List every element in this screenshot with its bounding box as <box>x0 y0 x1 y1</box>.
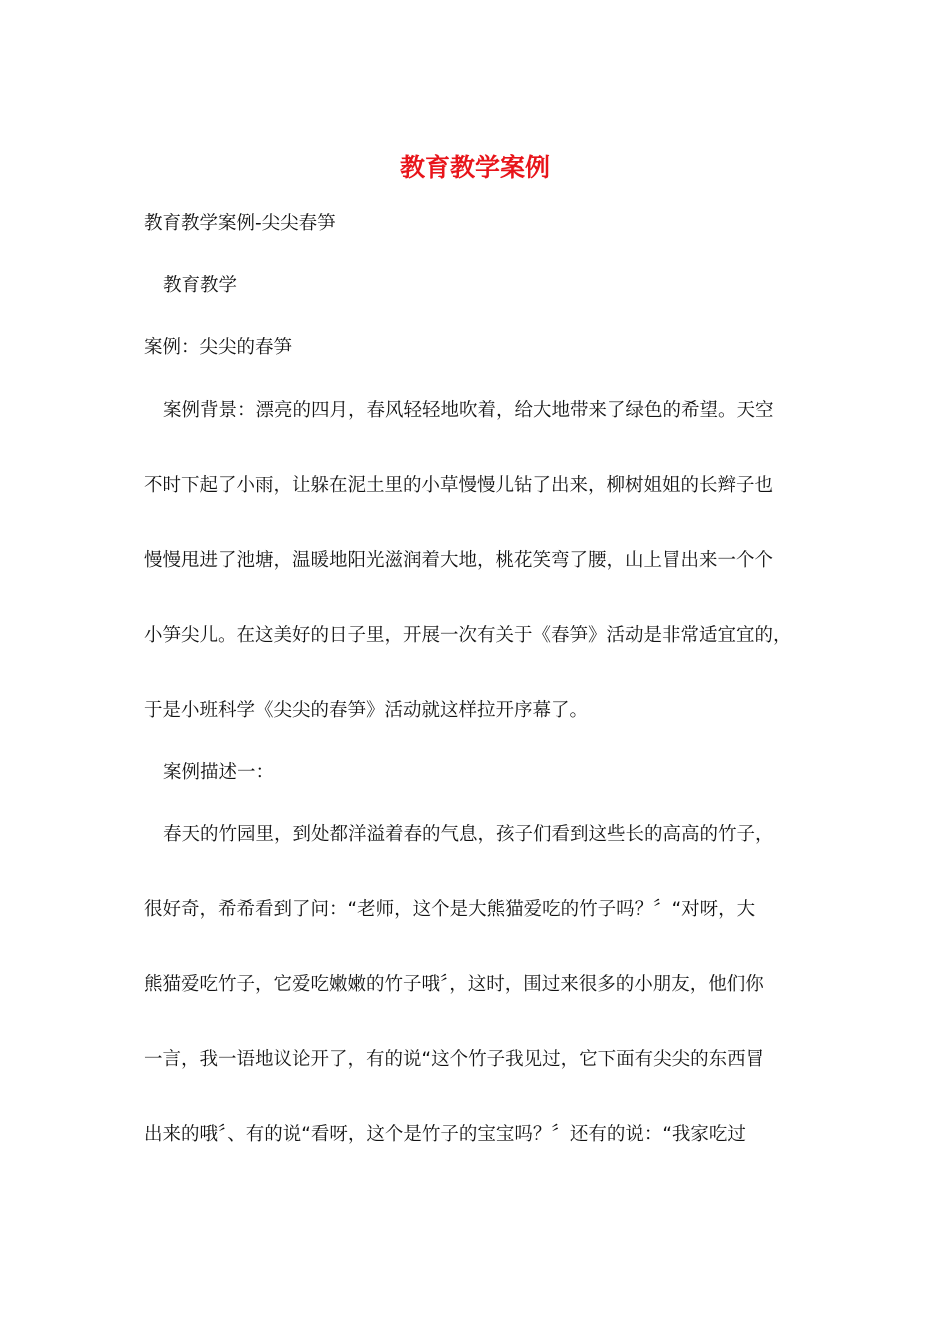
paragraph-line: 案例背景：漂亮的四月，春风轻轻地吹着，给大地带来了绿色的希望。天空 <box>163 400 774 421</box>
paragraph-line: 于是小班科学《尖尖的春笋》活动就这样拉开序幕了。 <box>144 700 589 721</box>
text-line: 案例：尖尖的春笋 <box>144 337 293 358</box>
section-heading: 案例描述一： <box>163 762 275 783</box>
paragraph-line: 小笋尖儿。在这美好的日子里，开展一次有关于《春笋》活动是非常适宜宜的， <box>144 625 792 646</box>
subtitle-line: 教育教学案例-尖尖春笋 <box>144 213 336 234</box>
paragraph-line: 熊猫爱吃竹子，它爱吃嫩嫩的竹子哦〞，这时，围过来很多的小朋友，他们你 <box>144 974 764 995</box>
paragraph-line: 很好奇，希希看到了问：“老师，这个是大熊猫爱吃的竹子吗？〞“对呀，大 <box>144 899 756 920</box>
document-title: 教育教学案例 <box>399 153 550 182</box>
paragraph-line: 慢慢甩进了池塘，温暖地阳光滋润着大地，桃花笑弯了腰，山上冒出来一个个 <box>144 550 774 571</box>
paragraph-line: 一言，我一语地议论开了，有的说“这个竹子我见过，它下面有尖尖的东西冒 <box>144 1049 765 1070</box>
paragraph-line: 春天的竹园里，到处都洋溢着春的气息，孩子们看到这些长的高高的竹子， <box>163 824 774 845</box>
paragraph-line: 不时下起了小雨，让躲在泥土里的小草慢慢儿钻了出来，柳树姐姐的长辫子也 <box>144 475 774 496</box>
paragraph-line: 出来的哦〞、有的说“看呀，这个是竹子的宝宝吗？〞还有的说：“我家吃过 <box>144 1124 746 1145</box>
text-line: 教育教学 <box>163 275 238 296</box>
